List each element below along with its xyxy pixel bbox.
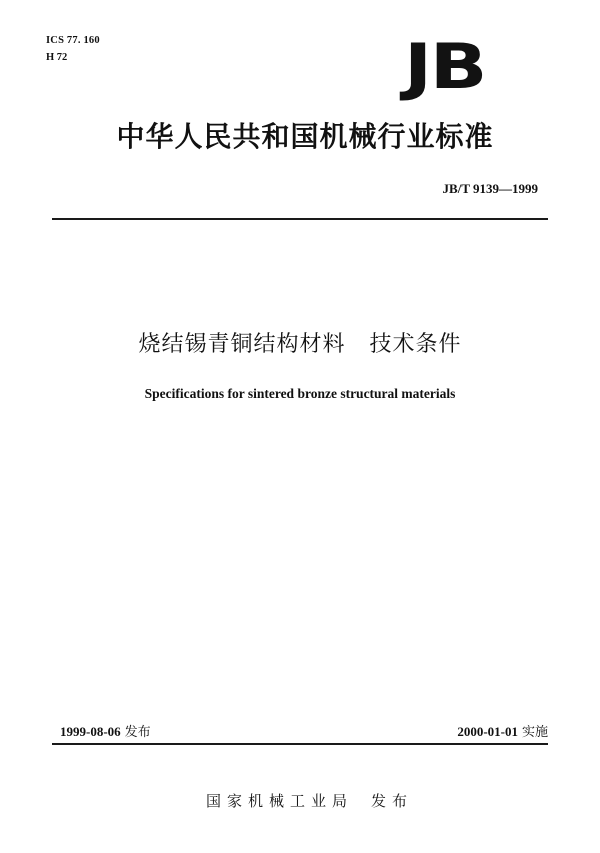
publisher-name: 国家机械工业局 [206, 792, 354, 810]
publisher-action: 发布 [371, 792, 414, 810]
footer-divider [52, 743, 548, 745]
issue-date-block [60, 724, 151, 741]
implement-date-block [457, 724, 548, 741]
issue-label: 发布 [124, 725, 151, 740]
standard-number: JB/T 9139—1999 [442, 181, 538, 196]
jb-logo: JB [404, 30, 485, 103]
document-title-cn: 烧结锡青铜结构材料 技术条件 [138, 332, 462, 357]
issue-date: 1999-08-06 [60, 724, 121, 739]
standard-category-title: 中华人民共和国机械行业标准 [116, 120, 494, 153]
ics-code: ICS 77. 160 [46, 35, 100, 46]
implement-date: 2000-01-01 [457, 724, 518, 739]
implement-label: 实施 [521, 725, 548, 740]
header-divider [52, 218, 548, 220]
publisher-block [0, 768, 600, 834]
ccs-code: H 72 [46, 52, 68, 63]
document-title-en: Specifications for sintered bronze structural materials [144, 386, 456, 401]
